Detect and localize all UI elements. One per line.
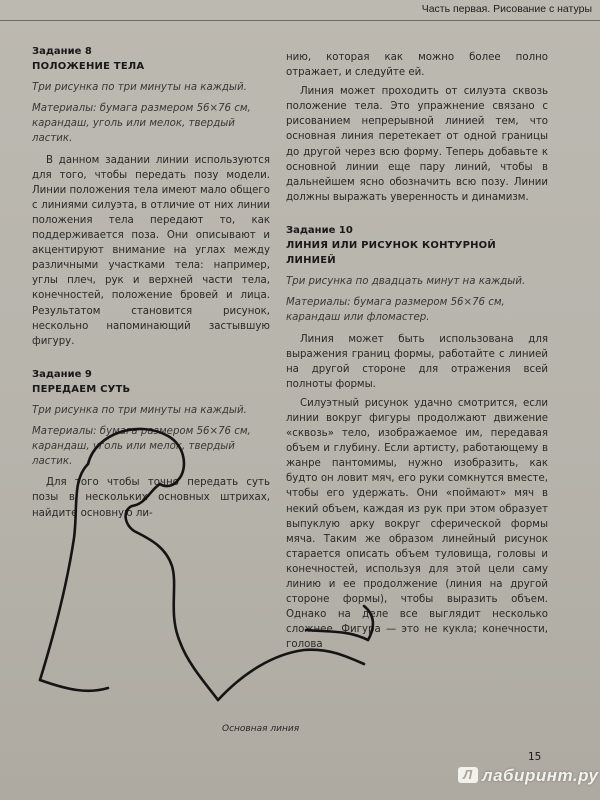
task10-paragraph-2: Силуэтный рисунок удачно смотрится, если линии вокруг фигуры продолжают движение «сквозь» тело, изображаемое им, передавая объем и глубину. Если артисту, работающему в жанре пантомимы, нужно изобразить, как будто он ловит мяч, его руки сомкнутся вместе, чтобы его удержать. Они «поймают» мяч в некий объем, каждая из рук при этом образует выпуклую арку вокруг сферической формы мяча. Таким же образом линейный рисунок старается описать объем туловища, головы и конечностей, используя для этой цели саму линию и ее продолжение (линия на другой стороне формы), чтобы выразить объем. Однако на деле все выглядит несколько сложнее. Фигура — это не кукла; конечности, голова xyxy=(286,397,548,651)
figure-caption: Основная линия xyxy=(222,724,300,734)
figure-back-line xyxy=(40,464,88,680)
task8-paragraph: В данном задании линии используются для того, чтобы передать позу модели. Линии положения тела имеют мало общего с линиями силуэта, в отличие от них линии положения тела передают то, как поддерживается поза. Они описывают и акцентируют внимание на углах между различными участками тела: например, углы плеч, рук и верхней части тела, конечностей, положение бровей и лица. Результатом становится рисунок, нескольно напоминающий застывшую фигуру. xyxy=(32,154,270,347)
task8-duration: Три рисунка по три минуты на каждый. xyxy=(32,82,247,94)
task10-duration: Три рисунка по двадцать минут на каждый. xyxy=(286,276,526,288)
task10-materials: Материалы: бумага размером 56×76 см, карандаш или фломастер. xyxy=(286,297,505,324)
task10-paragraph-1: Линия может быть использована для выражения границ формы, работайте с линией на другой стороне для отражения всей полноты формы. xyxy=(286,333,548,390)
watermark-text: лабиринт.ру xyxy=(482,766,599,785)
task8-materials: Материалы: бумага размером 56×76 см, карандаш, уголь или мелок, твердый ластик. xyxy=(32,103,251,145)
figure-thigh-line xyxy=(218,650,364,700)
page-number: 15 xyxy=(528,751,542,763)
task9-duration: Три рисунка по три минуты на каждый. xyxy=(32,404,247,416)
figure-leg-line xyxy=(306,630,368,640)
task8-number: Задание 8 xyxy=(32,46,92,57)
figure-sit-line xyxy=(40,680,108,691)
running-title: Часть первая. Рисование с натуры xyxy=(421,3,592,15)
task8-title: ПОЛОЖЕНИЕ ТЕЛА xyxy=(32,61,145,73)
continued-text: нию, которая как можно более полно отражает, и следуйте ей. xyxy=(286,52,548,79)
task10-title: ЛИНИЯ ИЛИ РИСУНОК КОНТУРНОЙ ЛИНИЕЙ xyxy=(286,240,496,267)
task9-title: ПЕРЕДАЕМ СУТЬ xyxy=(32,383,131,395)
line-paragraph: Линия может проходить от силуэта сквозь положение тела. Это упражнение связано с рисованием непрерывной линией тем, что основная линия перетекает от одной границы до другой через всю форму. Теперь добавьте к основной линии еще пару линий, чтобы в дальнейшем ясно обозначить всю позу. Линии должны выражать уверенность и динамизм. xyxy=(286,86,548,203)
figure-line-drawing xyxy=(28,418,378,718)
task9-materials: Материалы: бумага размером 56×76 см, карандаш, уголь или мелок, твердый ластик. xyxy=(32,426,251,468)
figure-head-outline xyxy=(88,429,184,486)
watermark-logo-icon: Л xyxy=(458,767,478,783)
running-header xyxy=(0,0,600,21)
figure-foot-line xyxy=(364,606,373,640)
task9-paragraph: Для того чтобы точно передать суть позы в нескольких основных штрихах, найдите основную ли- xyxy=(32,477,270,519)
task10-number: Задание 10 xyxy=(286,224,353,236)
watermark xyxy=(458,766,599,786)
task9-number: Задание 9 xyxy=(32,368,92,380)
figure-arm-line xyxy=(126,484,218,700)
